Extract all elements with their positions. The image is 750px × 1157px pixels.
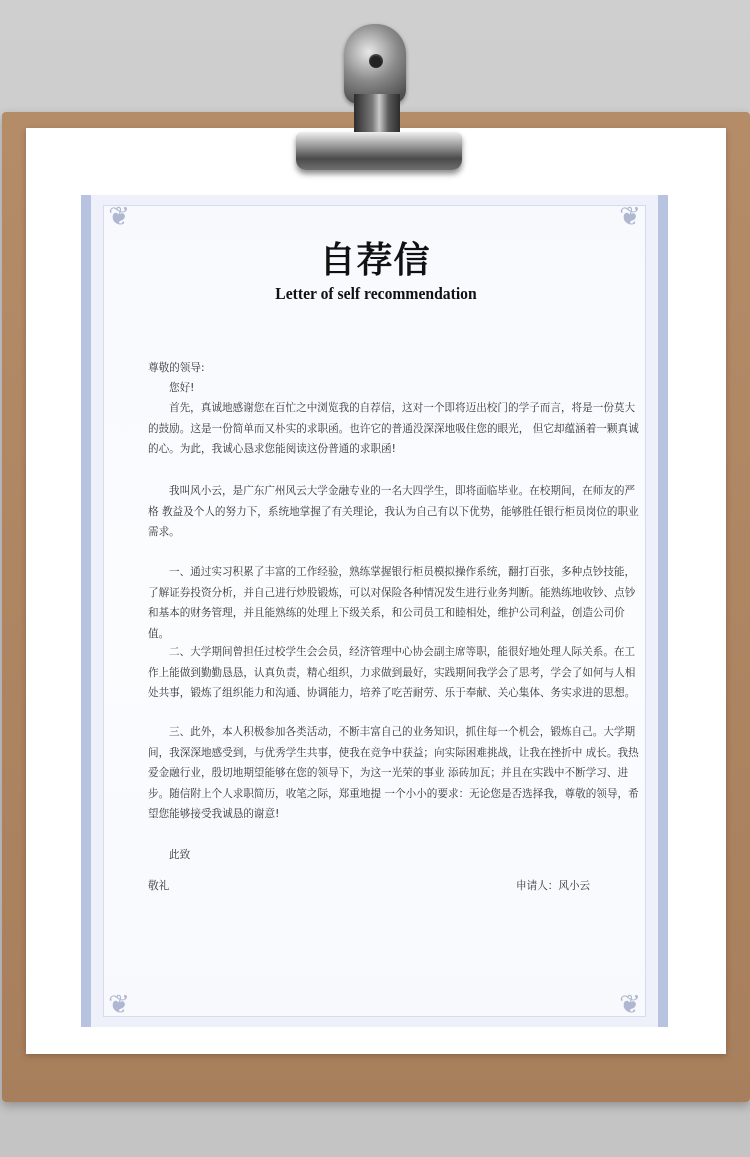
corner-ornament-icon: ❦ <box>619 202 641 232</box>
clip-hole <box>369 54 383 68</box>
greeting: 您好! <box>169 382 195 394</box>
paragraph-4: 二、大学期间曾担任过校学生会会员，经济管理中心协会副主席等职，能很好地处理人际关系。在工作上能做到勤勤恳恳，认真负责，精心组织，力求做到最好，实践期间我学会了思考，学会了如何与人相处共事，锻炼了组织能力和沟通、协调能力，培养了吃苦耐劳、乐于奉献、关心集体、务实求进的思想。 <box>148 646 636 700</box>
paragraph-1: 首先，真诚地感谢您在百忙之中浏览我的自荐信，这对一个即将迈出校门的学子而言，将是一份莫大的鼓励。这是一份简单而又朴实的求职函。也许它的普通没深深地吸住您的眼光， 但它却蕴涵着一颗真诚的心。为此，我诚心恳求您能阅读这份普通的求职函! <box>148 402 639 456</box>
paragraph-2: 我叫风小云，是广东广州风云大学金融专业的一名大四学生，即将面临毕业。在校期间，在师友的严格 教益及个人的努力下，系统地掌握了有关理论，我认为自己有以下优势，能够胜任银行柜员岗位的职业需求。 <box>148 485 639 539</box>
corner-ornament-icon: ❦ <box>108 202 130 232</box>
applicant-signature: 申请人：风小云 <box>516 880 591 892</box>
right-border-strip <box>658 195 668 1027</box>
clip-body <box>296 132 462 170</box>
corner-ornament-icon: ❦ <box>108 990 130 1020</box>
paragraph-5: 三、此外，本人积极参加各类活动，不断丰富自己的业务知识，抓住每一个机会，锻炼自己。大学期间，我深深地感受到，与优秀学生共事，使我在竞争中获益；向实际困难挑战，让我在挫折中 成长。我热爱金融行业，殷切地期望能够在您的领导下，为这一光荣的事业 添砖加瓦；并且在实践中不断学习、进步。随信附上个人求职简历，收笔之际，郑重地提 一个小小的要求：无论您是否选择我，尊敬的领导，希望您能够接受我诚恳的谢意! <box>148 726 639 821</box>
closing-line-2: 敬礼 <box>148 880 170 892</box>
closing-line-1: 此致 <box>169 849 191 861</box>
letter-title: 自荐信 <box>319 240 431 281</box>
corner-ornament-icon: ❦ <box>619 990 641 1020</box>
binder-clip-icon <box>296 24 462 174</box>
salutation: 尊敬的领导: <box>148 362 205 374</box>
paragraph-3: 一、通过实习积累了丰富的工作经验，熟练掌握银行柜员模拟操作系统，翻打百张，多种点钞技能，了解证券投资分析，并自己进行炒股锻炼，可以对保险各种情况发生进行业务判断。能熟练地收钞、点钞和基本的财务管理，并且能熟练的处理上下级关系，和公司员工和睦相处，维护公司利益，创造公司价值。 <box>148 566 636 640</box>
left-border-strip <box>81 195 91 1027</box>
clip-neck <box>354 94 400 134</box>
letter-subtitle: Letter of self recommendation <box>275 284 477 303</box>
